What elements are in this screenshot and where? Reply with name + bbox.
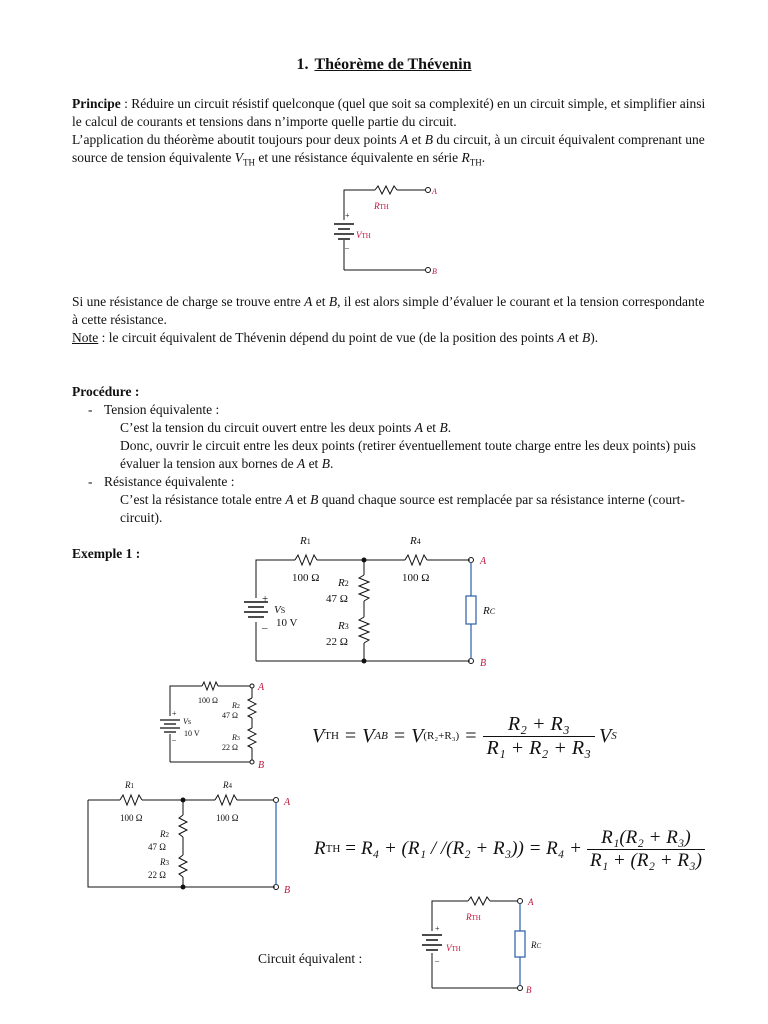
procedure-item-resistance	[72, 473, 712, 527]
battery-minus: –	[435, 956, 439, 965]
example-circuit	[230, 530, 510, 672]
vth-equation	[312, 708, 617, 764]
rth-sub: TH	[469, 157, 482, 168]
procedure-label: Procédure :	[72, 384, 140, 399]
item-text: C’est la résistance totale entre	[120, 492, 286, 507]
r3-label: R3	[160, 857, 169, 867]
et: et	[312, 294, 329, 309]
r3-value: 22 Ω	[222, 743, 238, 752]
point-a: A	[304, 294, 313, 309]
item-body	[104, 419, 712, 473]
battery-plus: +	[345, 211, 350, 220]
terminal-b: B	[480, 658, 487, 669]
item-text-end: .	[329, 456, 334, 471]
eq-v: V	[411, 724, 424, 747]
equivalent-label: Circuit équivalent :	[258, 951, 363, 966]
item-title: Tension équivalente :	[104, 402, 220, 417]
charge-line1a: Si une résistance de charge se trouve entre	[72, 294, 305, 309]
page-title	[0, 56, 768, 74]
eq-sub: AB	[374, 730, 388, 742]
principe-line2c: et une résistance équivalente en série	[254, 150, 462, 165]
principe-line2b: du circuit, à un circuit équivalent comprenant une source de tension équivalente	[72, 132, 705, 165]
principe-paragraph	[72, 95, 712, 172]
frac-den: R₁ + (R₂ + R₃)	[587, 849, 705, 872]
vs-plus: +	[262, 593, 269, 605]
et: et	[293, 492, 311, 507]
fraction-2	[587, 827, 705, 872]
point-a: A	[285, 492, 294, 507]
eq-sub: S	[611, 730, 617, 742]
terminal-b: B	[258, 760, 265, 771]
terminal-a: A	[528, 897, 534, 907]
eq-mid: R₄ + (R₁ / /(R₂ + R₃)) = R₄ +	[361, 838, 582, 859]
et: et	[422, 420, 440, 435]
charge-paragraph	[72, 293, 712, 347]
terminal-a: A	[432, 187, 437, 196]
procedure-section	[72, 383, 712, 527]
point-b: B	[424, 132, 433, 147]
vs-label: VS	[183, 717, 192, 726]
rc-label: RC	[531, 940, 542, 950]
r2-value: 47 Ω	[326, 593, 348, 605]
dot: .	[481, 150, 486, 165]
item-text: quand chaque source est remplacée par sa résistance interne (court-circuit).	[120, 492, 685, 525]
note-label: Note	[72, 330, 99, 345]
eq-v: V	[362, 724, 375, 747]
rth-equation	[314, 820, 705, 878]
eq-sign: =	[344, 724, 357, 747]
battery-plus: +	[435, 924, 440, 933]
eq-v: V	[312, 724, 325, 747]
terminal-b: B	[526, 985, 532, 995]
point-b: B	[328, 294, 338, 309]
terminal-a: A	[258, 682, 265, 693]
point-b: B	[310, 492, 319, 507]
r1-label: R1	[125, 780, 134, 790]
eq-sign: =	[345, 838, 356, 859]
charge-line1b: , il est alors simple d’évaluer le courant et la tension correspondante à cette résistance.	[72, 294, 705, 327]
r3-label: R3	[232, 733, 240, 742]
equivalent-circuit	[418, 893, 558, 998]
r4-label: R4	[223, 780, 232, 790]
eq-r: R	[314, 838, 326, 859]
r1-value: 100 Ω	[292, 572, 320, 584]
dash: -	[88, 474, 93, 489]
item-text-end: .	[447, 420, 452, 435]
r3-value: 22 Ω	[326, 636, 348, 648]
vs-minus: –	[172, 735, 176, 744]
thevenin-diagram-top	[330, 180, 450, 280]
point-a: A	[414, 420, 423, 435]
point-b: B	[321, 456, 330, 471]
rth-label: RTH	[466, 912, 481, 922]
terminal-a: A	[284, 797, 291, 808]
terminal-b: B	[432, 267, 437, 276]
battery-minus: –	[345, 243, 349, 252]
point-a: A	[557, 330, 566, 345]
vth-circuit	[150, 678, 280, 773]
r4-value: 100 Ω	[402, 572, 430, 584]
et: et	[408, 132, 425, 147]
procedure-item-tension	[72, 401, 712, 473]
eq-sign: =	[465, 724, 477, 747]
point-a: A	[296, 456, 306, 471]
eq-sub: (R₂+R₃)	[423, 730, 460, 742]
item-body	[104, 491, 712, 527]
vth-v: V	[234, 150, 243, 165]
vth-label: VTH	[446, 943, 461, 953]
rc-label: RC	[483, 605, 496, 617]
title-number: 1.	[296, 56, 309, 73]
rth-circuit	[80, 775, 300, 900]
eq-sub: TH	[325, 843, 341, 855]
item-text: C’est la tension du circuit ouvert entre les deux points	[120, 420, 415, 435]
eq-v: V	[599, 724, 612, 747]
vs-plus: +	[172, 709, 177, 718]
vth-label: VTH	[356, 230, 371, 240]
r1-value: 100 Ω	[198, 696, 218, 705]
r2-value: 47 Ω	[148, 842, 166, 852]
terminal-a: A	[480, 556, 487, 567]
principe-line2a: L’application du théorème aboutit toujours pour deux points	[72, 132, 400, 147]
point-b: B	[439, 420, 448, 435]
r2-label: R2	[232, 701, 240, 710]
point-b: B	[582, 330, 591, 345]
rth-label: RTH	[374, 201, 389, 211]
r1-value: 100 Ω	[120, 813, 143, 823]
item-title: Résistance équivalente :	[104, 474, 235, 489]
et: et	[305, 456, 322, 471]
r4-label: R4	[410, 535, 421, 547]
et: et	[565, 330, 583, 345]
exemple-label: Exemple 1 :	[72, 546, 141, 561]
frac-den: R₁ + R₂ + R₃	[483, 736, 596, 760]
r3-value: 22 Ω	[148, 870, 166, 880]
point-a: A	[399, 132, 409, 147]
r3-label: R3	[338, 620, 349, 632]
fraction-1	[483, 713, 596, 760]
title-text: Théorème de Thévenin	[314, 56, 472, 73]
item-text: Donc, ouvrir le circuit entre les deux points (retirer éventuellement toute charge entre les deux points) puis évaluer la tension aux bornes de	[120, 438, 696, 471]
r4-value: 100 Ω	[216, 813, 239, 823]
vs-minus: –	[262, 622, 268, 634]
principe-text: : Réduire un circuit résistif quelconque (quel que soit sa complexité) en un circuit simple, et simplifier ainsi le calcul de courants et tensions dans n’importe quelle partie du circuit.	[72, 96, 706, 129]
rth-r: R	[461, 150, 470, 165]
note-text: : le circuit équivalent de Thévenin dépend du point de vue (de la position des points	[98, 330, 558, 345]
r2-label: R2	[338, 577, 349, 589]
frac-num: R₁(R₂ + R₃)	[601, 826, 691, 848]
eq-sub: TH	[324, 730, 339, 742]
note-end: ).	[590, 330, 599, 345]
terminal-b: B	[284, 885, 291, 896]
r2-value: 47 Ω	[222, 711, 238, 720]
frac-num: R₂ + R₃	[507, 712, 570, 735]
vs-label: VS	[274, 604, 286, 616]
vs-value: 10 V	[276, 617, 298, 629]
principe-label: Principe	[72, 96, 121, 111]
dash: -	[88, 402, 93, 417]
r2-label: R2	[160, 829, 169, 839]
eq-sign: =	[393, 724, 406, 747]
r1-label: R1	[300, 535, 311, 547]
vs-value: 10 V	[184, 729, 200, 738]
vth-sub: TH	[242, 157, 255, 168]
